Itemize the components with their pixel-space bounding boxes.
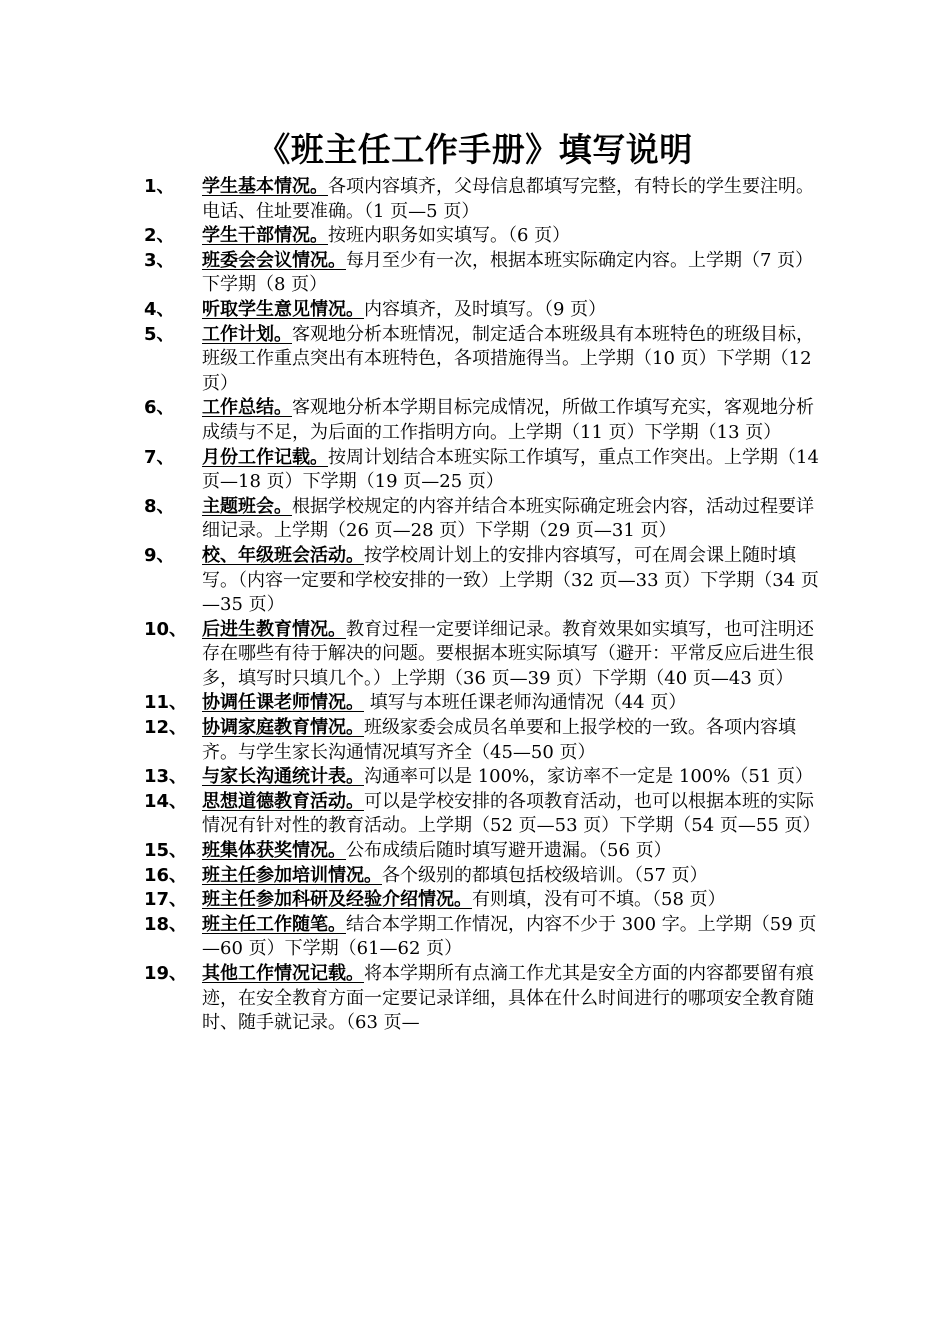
item-body (202, 224, 824, 249)
item-body (202, 495, 824, 544)
item-heading: 思想道德教育活动。 (202, 790, 364, 812)
item-number: 9、 (144, 544, 175, 566)
item-heading: 后进生教育情况。 (202, 618, 346, 640)
item-text: 填写与本班任课老师沟通情况（44 页） (364, 692, 687, 714)
item-body (202, 839, 824, 864)
item-body (202, 298, 824, 323)
item-body (202, 864, 824, 889)
list-item (0, 913, 950, 962)
item-text: 客观地分析本班情况，制定适合本班级具有本班特色的班级目标，班级工作重点突出有本班特色，各项措施得当。上学期（10 页）下学期（12 页） (202, 323, 814, 394)
item-text: 结合本学期工作情况，内容不少于 300 字。上学期（59 页—60 页）下学期（61—62 页） (202, 913, 817, 960)
item-number: 18、 (144, 913, 188, 935)
list-item (0, 691, 950, 716)
item-body (202, 249, 824, 298)
item-number: 1、 (144, 176, 175, 197)
item-heading: 班主任工作随笔。 (202, 913, 346, 935)
list-item (0, 175, 950, 224)
document-title: 《班主任工作手册》填写说明 (257, 130, 693, 169)
item-body (202, 691, 824, 716)
item-heading: 班集体获奖情况。 (202, 840, 346, 862)
item-text: 沟通率可以是 100%，家访率不一定是 100%（51 页） (364, 766, 813, 788)
item-number: 10、 (144, 618, 188, 640)
item-body (202, 544, 824, 618)
item-heading: 月份工作记载。 (202, 446, 328, 468)
item-heading: 班主任参加科研及经验介绍情况。 (202, 889, 472, 911)
item-number: 4、 (144, 298, 175, 320)
list-item (0, 224, 950, 249)
list-item (0, 864, 950, 889)
list-item (0, 618, 950, 692)
list-item (0, 495, 950, 544)
item-text: 可以是学校安排的各项教育活动，也可以根据本班的实际情况有针对性的教育活动。上学期（52 页—53 页）下学期（54 页—55 页） (202, 790, 821, 837)
item-number: 12、 (144, 717, 188, 739)
list-item (0, 323, 950, 397)
list-item (0, 765, 950, 790)
item-heading: 学生干部情况。 (202, 225, 328, 247)
list-item (0, 962, 950, 1036)
instruction-list (0, 175, 950, 1036)
item-number: 19、 (144, 963, 188, 984)
item-text: 每月至少有一次，根据本班实际确定内容。上学期（7 页）下学期（8 页） (202, 249, 814, 296)
list-item (0, 298, 950, 323)
item-number: 2、 (144, 225, 175, 247)
item-text: 内容填齐，及时填写。（9 页） (364, 298, 607, 320)
item-body (202, 765, 824, 790)
item-text: 教育过程一定要详细记录。教育效果如实填写，也可注明还存在哪些有待于解决的问题。要根据本班实际填写（避开：平常反应后进生很多，填写时只填几个。）上学期（36 页—39 页）下学期（40 页—43 页） (202, 618, 814, 689)
item-heading: 协调家庭教育情况。 (202, 717, 364, 739)
item-heading: 工作总结。 (202, 397, 292, 419)
list-item (0, 888, 950, 913)
list-item (0, 544, 950, 618)
item-number: 3、 (144, 249, 175, 271)
item-text: 按班内职务如实填写。（6 页） (328, 225, 571, 247)
item-body (202, 913, 824, 962)
item-number: 17、 (144, 889, 188, 911)
item-body (202, 888, 824, 913)
list-item (0, 790, 950, 839)
item-number: 15、 (144, 840, 188, 862)
item-text: 根据学校规定的内容并结合本班实际确定班会内容，活动过程要详细记录。上学期（26 页—28 页）下学期（29 页—31 页） (202, 495, 814, 542)
item-text: 各项内容填齐，父母信息都填写完整，有特长的学生要注明。电话、住址要准确。（1 页—5 页） (202, 176, 814, 222)
list-item (0, 839, 950, 864)
item-number: 7、 (144, 446, 175, 468)
item-body (202, 962, 824, 1036)
item-text: 班级家委会成员名单要和上报学校的一致。各项内容填齐。与学生家长沟通情况填写齐全（45—50 页） (202, 717, 796, 763)
item-text: 各个级别的都填包括校级培训。（57 页） (382, 864, 708, 886)
item-text: 按周计划结合本班实际工作填写，重点工作突出。上学期（14 页—18 页）下学期（19 页—25 页） (202, 446, 819, 493)
item-body (202, 618, 824, 692)
item-body (202, 396, 824, 445)
item-number: 8、 (144, 495, 175, 517)
item-heading: 与家长沟通统计表。 (202, 766, 364, 788)
item-body (202, 716, 824, 765)
item-text: 按学校周计划上的安排内容填写，可在周会课上随时填写。（内容一定要和学校安排的一致）上学期（32 页—33 页）下学期（34 页—35 页） (202, 544, 819, 616)
item-heading: 班委会会议情况。 (202, 249, 346, 271)
item-heading: 协调任课老师情况。 (202, 692, 364, 714)
item-heading: 听取学生意见情况。 (202, 298, 364, 320)
list-item (0, 249, 950, 298)
list-item (0, 716, 950, 765)
item-heading: 主题班会。 (202, 495, 292, 517)
item-number: 13、 (144, 766, 188, 788)
item-body (202, 790, 824, 839)
item-number: 16、 (144, 864, 188, 886)
item-heading: 工作计划。 (202, 323, 292, 345)
item-number: 11、 (144, 692, 188, 714)
item-heading: 班主任参加培训情况。 (202, 864, 382, 886)
item-text: 客观地分析本学期目标完成情况，所做工作填写充实，客观地分析成绩与不足，为后面的工作指明方向。上学期（11 页）下学期（13 页） (202, 397, 814, 443)
item-body (202, 446, 824, 495)
item-text: 有则填，没有可不填。（58 页） (472, 889, 726, 911)
item-heading: 校、年级班会活动。 (202, 544, 364, 566)
list-item (0, 446, 950, 495)
item-number: 6、 (144, 397, 175, 419)
item-body (202, 323, 824, 397)
item-body (202, 175, 824, 224)
item-text: 将本学期所有点滴工作尤其是安全方面的内容都要留有痕迹，在安全教育方面一定要记录详细，具体在什么时间进行的哪项安全教育随时、随手就记录。（63 页— (202, 963, 814, 1034)
item-heading: 学生基本情况。 (202, 176, 328, 197)
item-number: 5、 (144, 323, 175, 345)
item-number: 14、 (144, 790, 188, 812)
item-text: 公布成绩后随时填写避开遗漏。（56 页） (346, 840, 672, 862)
list-item (0, 396, 950, 445)
item-heading: 其他工作情况记载。 (202, 963, 364, 984)
